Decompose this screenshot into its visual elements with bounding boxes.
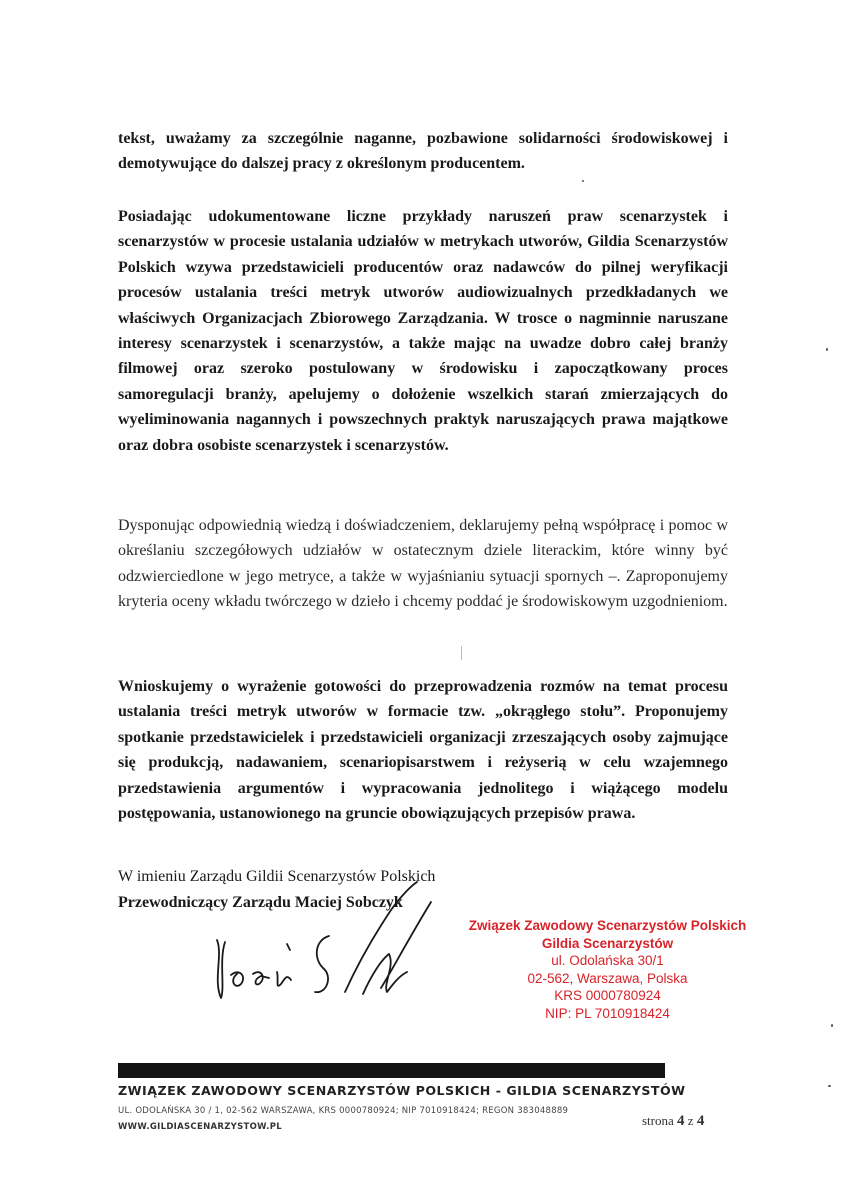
paragraph-round-table: Wnioskujemy o wyrażenie gotowości do przeprowadzenia rozmów na temat procesu ustalania treści metryk utworów w formacie tzw. „okrągłego stołu”. Proponujemy spotkanie przedstawicielek i przedstawicieli organizacji zrzeszających osoby zajmujące się produkcją, nadawaniem, scenariopisarstwem i reżyserią w celu wzajemnego przedstawienia argumentów i wypracowania jednolitego i wiążącego modelu postępowania, ustanowionego na gruncie obowiązujących przepisów prawa. — [118, 678, 728, 823]
stamp-krs: KRS 0000780924 — [554, 988, 661, 1003]
paragraph-call-to-verify: Posiadając udokumentowane liczne przykłady naruszeń praw scenarzystek i scenarzystów w procesie ustalania udziałów w metrykach utworów, Gildia Scenarzystów Polskich wzywa przedstawicieli producentów oraz nadawców do pilnej weryfikacji procesów ustalania treści metryk utworów audiowizualnych przedkładanych we właściwych Organizacjach Zbiorowego Zarządzania. W trosce o nagminnie naruszane interesy scenarzystek i scenarzystów, a także mając na uwadze dobro całej branży filmowej oraz szeroko postulowany w środowisku i zapoczątkowany proces samoregulacji branży, apelujemy o dołożenie wszelkich starań zmierzających do wyeliminowania nagannych i powszechnych praktyk naruszających prawa majątkowe oraz dobra osobiste scenarzystek i scenarzystów. — [118, 208, 728, 454]
scan-speck — [826, 348, 828, 351]
footer-address: UL. ODOLAŃSKA 30 / 1, 02-562 WARSZAWA, KRS 0000780924; NIP 7010918424; REGON 383048889 — [118, 1106, 569, 1116]
scan-speck — [582, 180, 584, 182]
stamp-street: ul. Odolańska 30/1 — [551, 953, 664, 968]
page-number-total: 4 — [696, 1113, 705, 1129]
handwritten-signature — [195, 880, 455, 1030]
signoff-on-behalf: W imieniu Zarządu Gildii Scenarzystów Polskich — [118, 868, 436, 885]
paragraph-cooperation: Dysponując odpowiednią wiedzą i doświadczeniem, deklarujemy pełną współpracę i pomoc w określaniu szczegółowych udziałów w ostatecznym dziele literackim, które winny być odzwierciedlone w jego metryce, a także w wyjaśnianiu sytuacji spornych –. Zaproponujemy kryteria oceny wkładu twórczego w dzieło i chcemy poddać je środowiskowym uzgodnieniom. — [118, 517, 728, 611]
paragraph-intro-continuation: tekst, uważamy za szczególnie naganne, pozbawione solidarności środowiskowej i demotywujące do dalszej pracy z określonym producentem. — [118, 130, 728, 173]
scan-speck — [831, 1024, 833, 1027]
stamp-union-name: Związek Zawodowy Scenarzystów Polskich — [468, 918, 747, 933]
page-number-separator: z — [687, 1113, 694, 1128]
page-number-current: 4 — [677, 1113, 685, 1129]
scan-speck — [828, 1085, 831, 1087]
scan-speck — [461, 646, 462, 660]
signoff-signatory: Przewodniczący Zarządu Maciej Sobczyk — [118, 894, 403, 911]
page-number — [642, 1113, 704, 1130]
page-number-label: strona — [642, 1113, 674, 1128]
organization-stamp — [455, 917, 760, 1022]
footer-organization-title: ZWIĄZEK ZAWODOWY SCENARZYSTÓW POLSKICH - GILDIA SCENARZYSTÓW — [118, 1083, 686, 1098]
footer-website-link[interactable]: WWW.GILDIASCENARZYSTOW.PL — [118, 1122, 282, 1132]
stamp-guild-name: Gildia Scenarzystów — [541, 935, 674, 951]
footer-divider-bar — [118, 1063, 665, 1078]
stamp-city: 02-562, Warszawa, Polska — [527, 970, 688, 986]
stamp-nip: NIP: PL 7010918424 — [545, 1005, 670, 1021]
